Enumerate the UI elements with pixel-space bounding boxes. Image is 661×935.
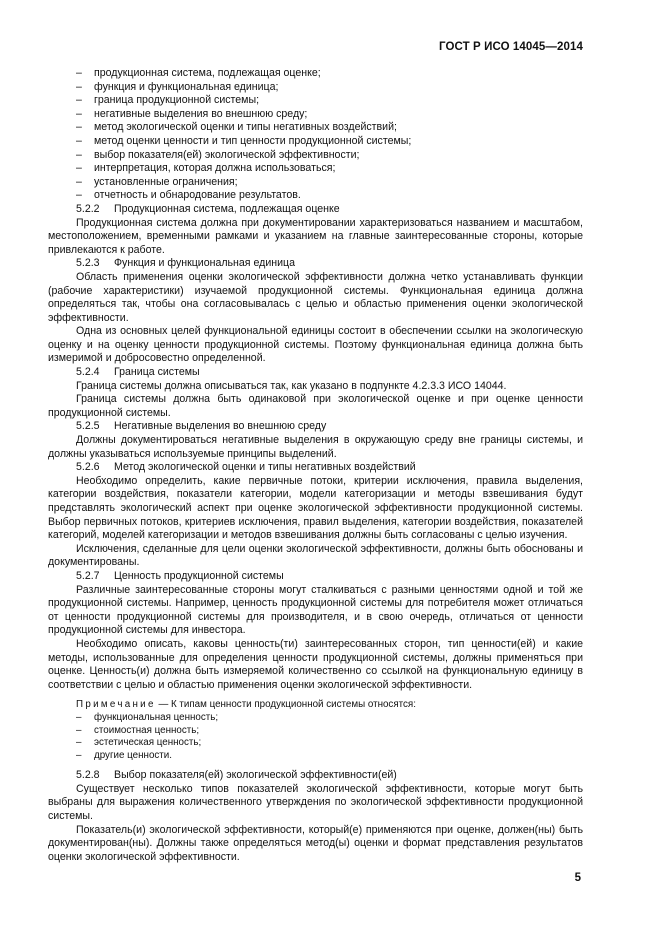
section-heading-5-2-5: 5.2.5 Негативные выделения во внешнюю среду bbox=[76, 420, 327, 433]
list-item: – функция и функциональная единица; bbox=[76, 80, 279, 93]
note-list-item: – стоимостная ценность; bbox=[76, 724, 200, 736]
note-list-item: – функциональная ценность; bbox=[76, 711, 219, 723]
note-heading bbox=[48, 699, 583, 712]
paragraph: Одна из основных целей функциональной единицы состоит в обеспечении ссылки на экологическую оценку и на оценку ценности продукционной системы. Поэтому функциональная единица должна быть измеримой и добросовестно определенной. bbox=[48, 325, 583, 365]
paragraph: Продукционная система должна при документировании характеризоваться названием и масштабом, местоположением, временными рамками и указанием на главные заинтересованные стороны, которые привлекаются к работе. bbox=[48, 216, 583, 256]
paragraph: Различные заинтересованные стороны могут сталкиваться с разными ценностями одной и той же продукционной системы. Например, ценность продукционной системы для потребителя может отличаться от ценности продукционной системы для производителя, и в свою очередь, отличаться от ценности продукционной системы для инвестора. bbox=[48, 583, 583, 637]
section-heading-5-2-2: 5.2.2 Продукционная система, подлежащая оценке bbox=[76, 202, 340, 215]
list-item: – интерпретация, которая должна использоваться; bbox=[76, 162, 336, 175]
paragraph: Граница системы должна описываться так, как указано в подпункте 4.2.3.3 ИСО 14044. bbox=[76, 379, 507, 392]
document-header: ГОСТ Р ИСО 14045—2014 bbox=[438, 41, 583, 53]
page-number: 5 bbox=[574, 872, 581, 884]
note-text: — К типам ценности продукционной системы относятся: bbox=[158, 699, 416, 711]
paragraph: Необходимо описать, каковы ценность(ти) заинтересованных сторон, тип ценности(ей) и какие методы, использованные для определения ценности продукционной системы, должны применяться при оценке. Ценность(и) должна быть измеряемой количественно со ссылкой на функциональную единицу в соответствии с целью и областью применения оценки экологической эффективности. bbox=[48, 637, 583, 691]
paragraph: Граница системы должна быть одинаковой при экологической оценке и при оценке ценности продукционной системы. bbox=[48, 393, 583, 419]
list-item: – выбор показателя(ей) экологической эффективности; bbox=[76, 148, 360, 161]
paragraph: Должны документироваться негативные выделения в окружающую среду вне границы системы, и должны указываться используемые принципы выделений. bbox=[48, 434, 583, 460]
note-list-item: – эстетическая ценность; bbox=[76, 737, 202, 749]
document-body bbox=[48, 67, 583, 864]
list-item: – негативные выделения во внешнюю среду; bbox=[76, 107, 308, 120]
list-item: – отчетность и обнародование результатов. bbox=[76, 189, 301, 202]
paragraph: Область применения оценки экологической эффективности должна четко устанавливать функции (рабочие характеристики) изучаемой продукционной системы. Функциональная единица должна определяться так, чтобы она согласовывалась с целью и областью применения оценки экологической эффективности. bbox=[48, 270, 583, 324]
list-item: – метод оценки ценности и тип ценности продукционной системы; bbox=[76, 134, 412, 147]
paragraph: Исключения, сделанные для цели оценки экологической эффективности, должны быть обоснованы и документированы. bbox=[48, 542, 583, 569]
list-item: – продукционная система, подлежащая оценке; bbox=[76, 67, 321, 79]
list-item: – граница продукционной системы; bbox=[76, 94, 260, 107]
note-label: Примечание bbox=[76, 699, 156, 711]
section-heading-5-2-6: 5.2.6 Метод экологической оценки и типы негативных воздействий bbox=[76, 461, 416, 474]
list-item: – метод экологической оценки и типы негативных воздействий; bbox=[76, 121, 397, 134]
note-list-item: – другие ценности. bbox=[76, 749, 172, 761]
paragraph: Показатель(и) экологической эффективности, который(е) применяются при оценке, должен(ны) быть документирован(ны). Должны также определяться метод(ы) оценки и формат представления результатов оценки экологической эффективности. bbox=[48, 823, 583, 863]
component-list bbox=[48, 67, 583, 203]
section-heading-5-2-3: 5.2.3 Функция и функциональная единица bbox=[76, 257, 295, 270]
section-heading-5-2-7: 5.2.7 Ценность продукционной системы bbox=[76, 569, 284, 582]
paragraph: Существует несколько типов показателей экологической эффективности, которые могут быть выбраны для выражения количественного утверждения по экологической эффективности продукционной системы. bbox=[48, 782, 583, 823]
section-heading-5-2-4: 5.2.4 Граница системы bbox=[76, 366, 200, 379]
section-heading-5-2-8: 5.2.8 Выбор показателя(ей) экологической эффективности(ей) bbox=[76, 769, 397, 782]
paragraph: Необходимо определить, какие первичные потоки, критерии исключения, правила выделения, категории воздействия, показатели категории, модели категоризации и методы взвешивания будут представлять экологический аспект при оценке экологической эффективности продукционной системы. Выбор первичных потоков, критериев исключения, правил выделения, категории воздействия, показателей категорий, моделей категоризации и методов взвешивания должны быть согласованы с целью изучения. bbox=[48, 474, 583, 542]
list-item: – установленные ограничения; bbox=[76, 175, 238, 188]
note-block bbox=[48, 699, 583, 762]
